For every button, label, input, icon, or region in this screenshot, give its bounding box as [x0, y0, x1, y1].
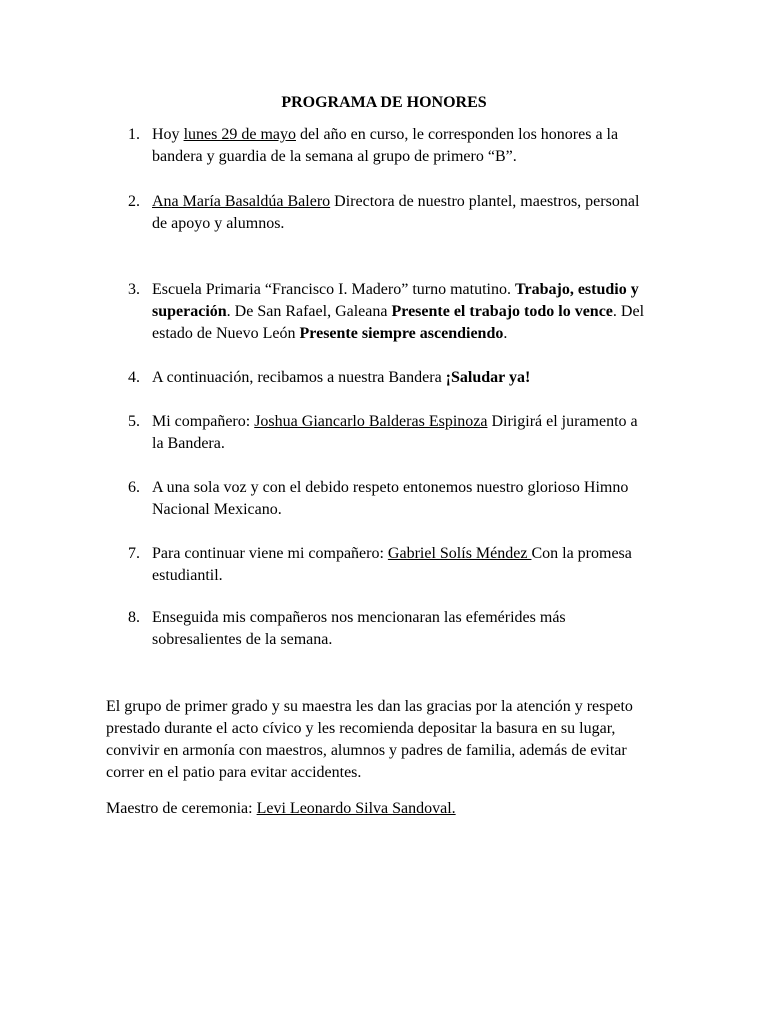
item-text: Directora de nuestro plantel, maestros, personal de apoyo y alumnos.: [152, 193, 640, 232]
mc-label: Maestro de ceremonia:: [106, 800, 257, 817]
item-text: del año en curso, le corresponden los honores a la bandera y guardia de la semana al grupo de primero “B”.: [152, 126, 619, 165]
program-list: [106, 124, 646, 651]
item-text: Para continuar viene mi compañero:: [152, 545, 388, 562]
state-motto: Presente siempre ascendiendo: [299, 325, 504, 342]
item-number: 8.: [128, 609, 140, 626]
item-text: Mi compañero:: [152, 413, 255, 430]
list-item: [106, 411, 646, 455]
item-number: 2.: [128, 193, 140, 210]
item-text: A una sola voz y con el debido respeto entonemos nuestro glorioso Himno Nacional Mexicano.: [152, 479, 629, 518]
director-name: Ana María Basaldúa Balero: [152, 193, 331, 210]
salute-command: ¡Saludar ya!: [445, 369, 531, 386]
master-of-ceremony: [106, 798, 456, 820]
closing-paragraph: El grupo de primer grado y su maestra les dan las gracias por la atención y respeto prestado durante el acto cívico y les recomienda depositar la basura en su lugar, convivir en armonía con maestros, alumnos y padres de familia, además de evitar correr en el patio para evitar accidentes.: [106, 698, 633, 781]
town-motto: Presente el trabajo todo lo vence: [391, 303, 613, 320]
list-item: [106, 477, 646, 521]
item-text: A continuación, recibamos a nuestra Bandera: [152, 369, 446, 386]
item-number: 6.: [128, 479, 140, 496]
item-number: 5.: [128, 413, 140, 430]
school-motto: Trabajo, estudio y superación: [152, 281, 639, 320]
item-number: 4.: [128, 369, 140, 386]
item-text: Enseguida mis compañeros nos mencionaran las efemérides más sobresalientes de la semana.: [152, 609, 566, 648]
item-text: . De San Rafael, Galeana: [226, 303, 392, 320]
item-text: Con la promesa estudiantil.: [152, 545, 632, 584]
item-text: .: [503, 325, 508, 342]
student-name: Gabriel Solís Méndez: [387, 545, 532, 562]
list-item: [106, 124, 646, 168]
student-name: Joshua Giancarlo Balderas Espinoza: [254, 413, 488, 430]
item-text: Hoy: [152, 126, 184, 143]
item-number: 7.: [128, 545, 140, 562]
list-item: [106, 191, 646, 235]
item-text: Escuela Primaria “Francisco I. Madero” turno matutino.: [152, 281, 515, 298]
item-number: 3.: [128, 281, 140, 298]
document-title: PROGRAMA DE HONORES: [281, 94, 487, 111]
item-text: Dirigirá el juramento a la Bandera.: [152, 413, 638, 452]
event-date: lunes 29 de mayo: [183, 126, 296, 143]
list-item: [106, 607, 646, 651]
list-item: [106, 279, 646, 345]
list-item: [106, 543, 646, 587]
mc-name: Levi Leonardo Silva Sandoval.: [256, 800, 456, 817]
list-item: [106, 367, 646, 389]
item-number: 1.: [128, 126, 140, 143]
item-text: . Del estado de Nuevo León: [152, 303, 645, 342]
